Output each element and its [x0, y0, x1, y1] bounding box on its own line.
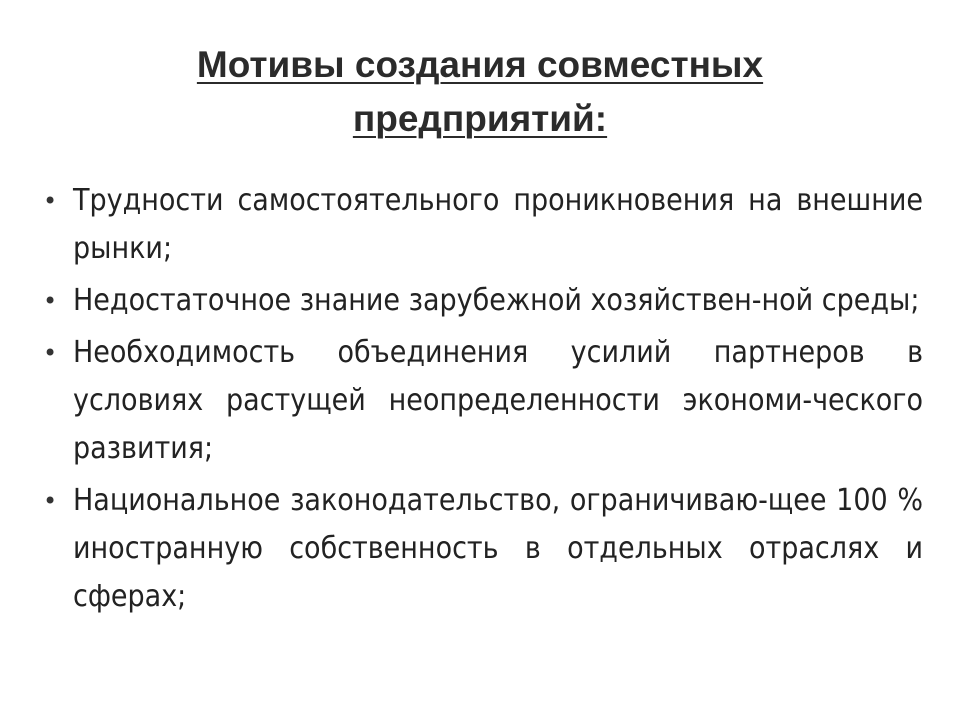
bullet-list [43, 177, 923, 625]
slide-title [120, 38, 840, 146]
bullet-text: Недостаточное знание зарубежной хозяйствен-ной среды; [73, 283, 920, 318]
bullet-item [43, 329, 923, 473]
bullet-item [43, 477, 923, 621]
bullet-dot-icon: • [43, 287, 58, 315]
bullet-dot-icon: • [43, 339, 58, 367]
bullet-dot-icon: • [43, 187, 58, 215]
bullet-item [43, 277, 923, 325]
bullet-dot-icon: • [43, 487, 58, 515]
slide-title-line-2: предприятий: [352, 98, 608, 139]
bullet-text: Национальное законодательство, ограничиваю-щее 100 % иностранную собственность в отдельных отраслях и сферах; [73, 483, 923, 614]
bullet-item [43, 177, 923, 273]
bullet-text: Необходимость объединения усилий партнеров в условиях растущей неопределенности экономи-ческого развития; [73, 335, 923, 466]
slide-title-line-1: Мотивы создания совместных [196, 44, 764, 85]
bullet-text: Трудности самостоятельного проникновения на внешние рынки; [73, 183, 923, 266]
